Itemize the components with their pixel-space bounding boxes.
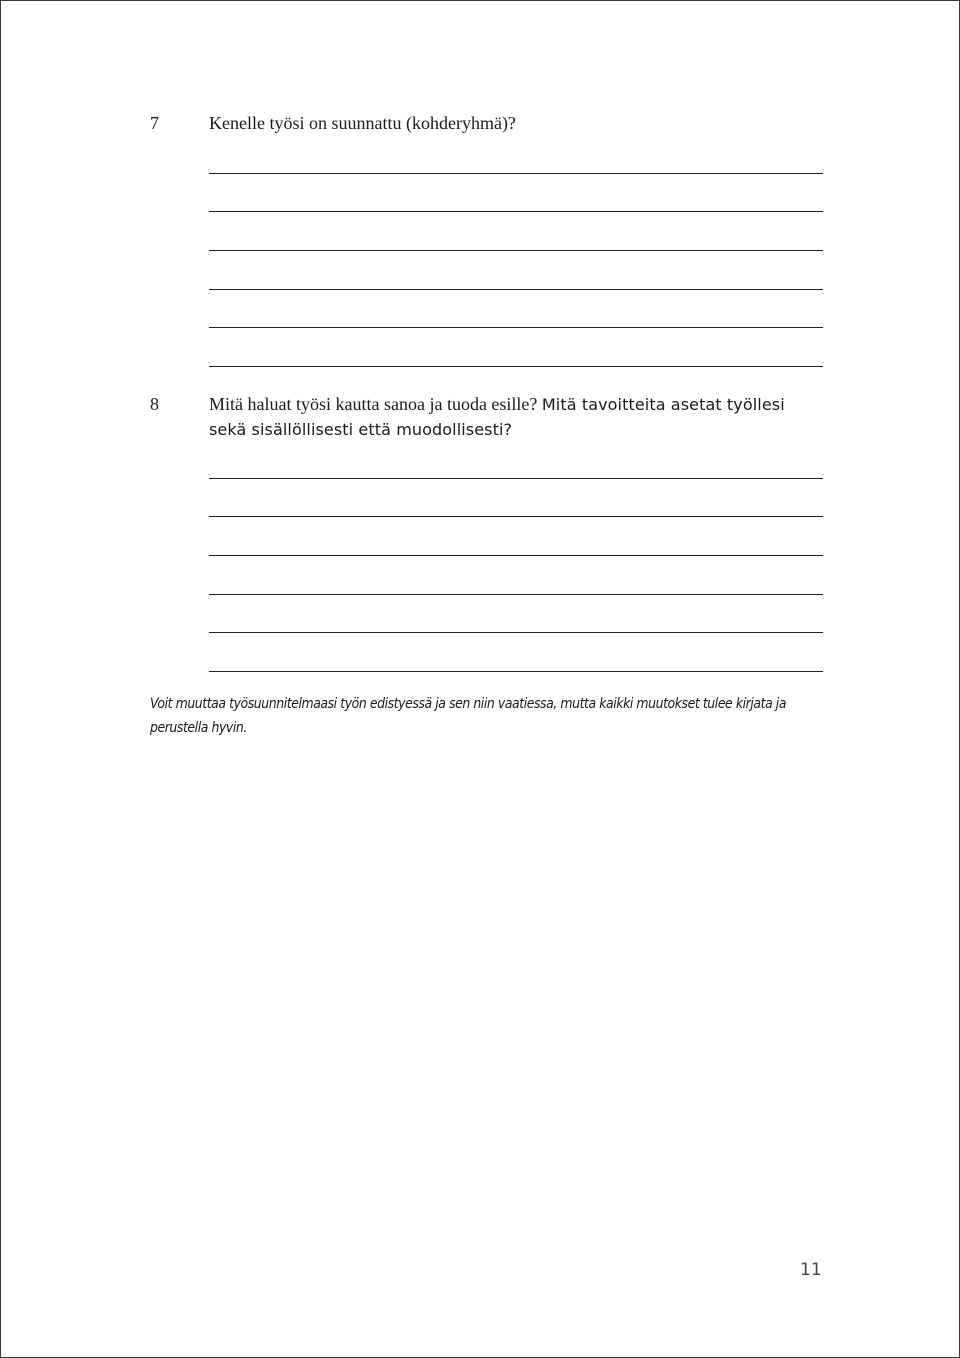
answer-line-q8-5[interactable] [209,632,823,633]
answer-line-q7-6[interactable] [209,366,823,367]
question-7-text [209,111,821,135]
answer-line-q7-5[interactable] [209,327,823,328]
question-8-number: 8 [150,394,159,414]
answer-line-q8-3[interactable] [209,555,823,556]
instruction-note: Voit muuttaa työsuunnitelmaasi työn edistyessä ja sen niin vaatiessa, mutta kaikki muutokset tulee kirjata ja perustella hyvin. [150,696,787,736]
question-8-prompt: Mitä haluat työsi kautta sanoa ja tuoda esille? [209,394,538,414]
answer-line-q8-1[interactable] [209,478,823,479]
question-8-text [209,392,821,442]
question-8-subprompt: Mitä tavoitteita asetat työllesi sekä sisällöllisesti että muodollisesti? [209,395,785,439]
answer-line-q8-2[interactable] [209,516,823,517]
answer-line-q7-3[interactable] [209,250,823,251]
answer-line-q7-1[interactable] [209,173,823,174]
answer-line-q8-6[interactable] [209,671,823,672]
answer-line-q7-4[interactable] [209,289,823,290]
page-number: 11 [800,1260,822,1280]
question-7-prompt: Kenelle työsi on suunnattu (kohderyhmä)? [209,113,516,133]
answer-line-q7-2[interactable] [209,211,823,212]
question-7-number: 7 [150,113,159,133]
answer-line-q8-4[interactable] [209,594,823,595]
